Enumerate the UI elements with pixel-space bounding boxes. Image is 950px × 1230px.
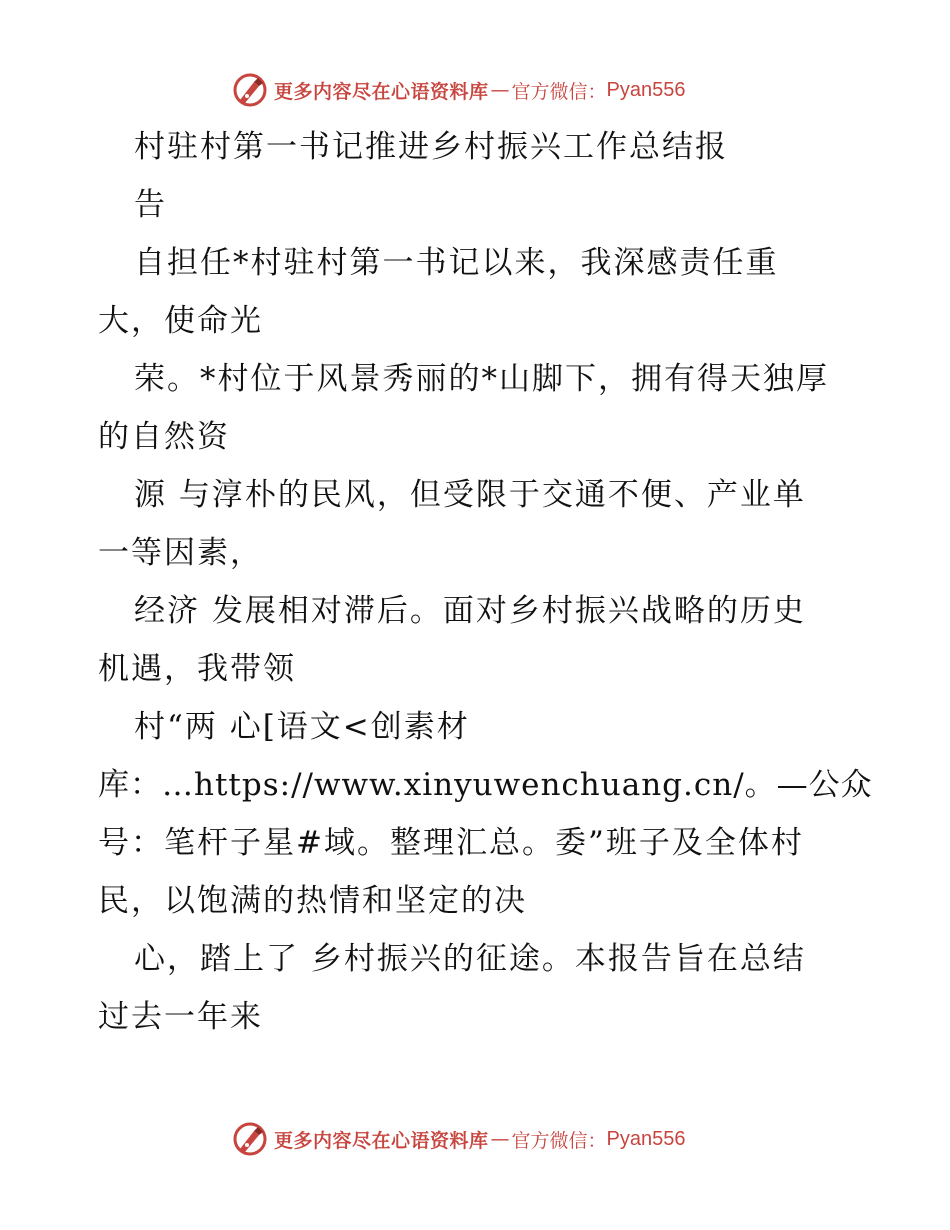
header-banner: [232, 70, 686, 110]
banner-account: Pyan556: [606, 78, 686, 101]
paragraph-line: 库：…https://www.xinyuwenchuang.cn/。—公众: [98, 767, 873, 803]
paragraph-line: 机遇，我带领: [98, 651, 296, 687]
paragraph-line: 心，踏上了 乡村振兴的征途。本报告旨在总结: [134, 941, 806, 977]
paragraph-line: 经济 发展相对滞后。面对乡村振兴战略的历史: [134, 593, 806, 629]
paragraph-line: 大，使命光: [98, 303, 263, 339]
banner-dash: —: [490, 1128, 510, 1150]
paragraph-line: 过去一年来: [98, 999, 263, 1035]
document-title-line-1: 村驻村第一书记推进乡村振兴工作总结报: [134, 129, 728, 165]
paragraph-line: 自担任*村驻村第一书记以来，我深感责任重: [134, 245, 779, 281]
banner-wechat-label: 官方微信：: [511, 1129, 607, 1152]
footer-banner: [232, 1119, 686, 1159]
banner-account: Pyan556: [606, 1127, 686, 1150]
banner-site-text: 更多内容尽在心语资料库: [274, 80, 489, 103]
paragraph-line: 源 与淳朴的民风，但受限于交通不便、产业单: [134, 477, 806, 513]
banner-wechat-label: 官方微信：: [511, 80, 607, 103]
paragraph-line: 号：笔杆子星#域。整理汇总。委”班子及全体村: [98, 825, 804, 861]
document-title-line-2: 告: [134, 187, 167, 223]
paragraph-line: 村“两 心[语文<创素材: [134, 709, 470, 745]
paragraph-line: 民，以饱满的热情和坚定的决: [98, 883, 527, 919]
pen-nib-logo-icon: [232, 72, 268, 108]
paragraph-line: 一等因素，: [98, 535, 263, 571]
paragraph-line: 荣。*村位于风景秀丽的*山脚下，拥有得天独厚: [134, 361, 829, 397]
paragraph-line: 的自然资: [98, 419, 230, 455]
banner-dash: —: [490, 79, 510, 101]
pen-nib-logo-icon: [232, 1121, 268, 1157]
banner-site-text: 更多内容尽在心语资料库: [274, 1129, 489, 1152]
